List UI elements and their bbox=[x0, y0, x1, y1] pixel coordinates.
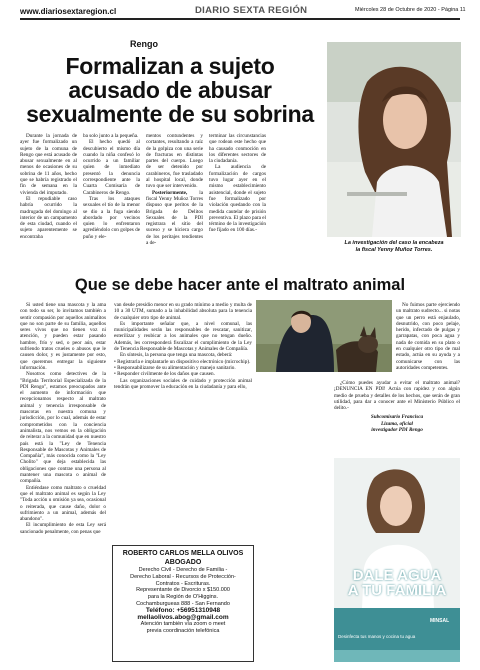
article1-paragraph: Durante la jornada de ayer fue formalizado un sujeto de la comuna de Rengo que está acusado de abusar sexualmente en al menos de ocasiones de su sobrina de 11 años, hecho que se habría registrado el fin de semana en la vivienda del imputado. bbox=[20, 133, 77, 196]
article1-kicker: Rengo bbox=[130, 39, 158, 49]
ad-line: previa coordinación telefónica bbox=[146, 628, 220, 635]
article2-signature bbox=[334, 414, 460, 433]
article1-paragraph: ba solo junto a la pequeña. bbox=[83, 133, 139, 139]
campaign-advertisement bbox=[334, 458, 460, 662]
article2-paragraph: Nosotros como detectives de la "Brigada Territorial Especializada de la PDI Rengo", estamos preocupados ante el aumento de información que recepcionamos respecto al maltrato animal y tenencia irresponsable de mascotas en nuestra comuna y jurisdicción, por lo cual, además de estar comprometidos con la conciencia animalista, nos vemos en la obligación de reiterar a la comunidad que en nuestro país está la "Ley de Tenencia Responsable de Mascotas y Animales de Compañía", más conocida como la "Ley Cholito" que deja establecida las obligaciones que contrae una persona al mantener una mascota o animal de compañía. bbox=[20, 371, 106, 485]
article2-paragraph: En síntesis, la persona que tenga una mascota, deberá: bbox=[120, 352, 233, 359]
article2-paragraph: Las organizaciones sociales de cuidado y protección animal tendrán que promover la educación en la ciudadanía y para ello, bbox=[114, 377, 252, 390]
article2-paragraph: Entiéndase como maltrato o crueldad que el maltrato animal es según la Ley "Toda acción u omisión ya sea, ocasional o reiterada, que cause daño, dolor o sufrimiento a un animal, además del abandono". bbox=[20, 484, 106, 523]
lawyer-name: ROBERTO CARLOS MELLA OLIVOS bbox=[122, 550, 244, 557]
article1-paragraph: mentos contundentes y cortantes, resultando a raíz de la golpiza con una serie de fracturas en distintas partes del cuerpo. Luego de ser detenido por carabineros, fue trasladado al hospital local, donde tuvo que ser intervenido. bbox=[146, 133, 203, 190]
article1-paragraph: La audiencia de formalización de cargos tuvo lugar ayer en el mismo establecimiento asistencial, donde el sujeto fue formalizado por violación quedando con la medida cautelar de prisión preventiva. El plazo para el término de la investigación fue fijado en 100 días.- bbox=[209, 164, 266, 234]
article1-paragraph: la fiscal Yenny Muñoz Torres dispuso que peritos de la Brigada de Delitos Sexuales de la PDI registrara el sitio del suceso y se hiciera cargo de los peritajes tendientes a de- bbox=[146, 189, 203, 247]
article2-paragraph: Si usted tiene una mascota y la ama con todo su ser, lo invitamos también a sentir compasión por aquellos animalitos que no son parte de su familia, aquellos seres vivos que no tienen voz ni atención, y pueden estar pasando hambre, frío y sed, o peor aún, estar sufriendo tratos crueles o abusos que le causen dolor, y es justamente por esto, que queremos entregar la siguiente información. bbox=[20, 302, 106, 371]
ad-line: Cochamburgueas 888 - San Fernando bbox=[136, 600, 230, 607]
header-rule bbox=[20, 18, 460, 20]
site-url: www.diariosextaregion.cl bbox=[20, 7, 117, 16]
article2-paragraph: ¿Cómo puedes ayudar a evitar el maltrato animal? ¡DENUNCIA EN PDI! Actúa con rapidez y con algún medio de prueba y detalles de los hechos, que serán de gran utilidad, para dar a conocer ante el Ministerio Público el delito.- bbox=[334, 380, 460, 412]
article2-paragraph: No fuimos parte ejerciendo un maltrato sudrecto... si notas que un perro está enjaulado, desnutrido, con poco pelaje, herido, infectado de pulgas y garrapatas, con poca agua y nada de comida en su plato o en cualquier otro tipo de mal estado, actúa en su ayuda y a comunicarse con las autoridades competentes. bbox=[396, 302, 460, 371]
article1-paragraph: El hecho quedó al descubierto el mismo día cuando la niña confesó lo ocurrido a un familiar quien de inmediato presentó la denuncia correspondiente ante la Cuarta Comisaría de Carabineros de Rengo. bbox=[83, 139, 140, 196]
article1-paragraph: Tras los ataques sexuales el tío de la menor se dio a la fuga siendo abordado por vecinos quien lo enfrentaron agrediéndolo con golpes de puño y ele- bbox=[83, 195, 140, 240]
lawyer-phone: Teléfono: +56951310948 bbox=[145, 606, 221, 614]
article2-headline: Que se debe hacer ante el maltrato animal bbox=[74, 276, 406, 294]
article1-paragraph: terminar las circunstancias que rodean este hecho que ha causado conmoción en los diferentes sectores de la ciudadanía. bbox=[209, 133, 266, 165]
campaign-small-text: Desinfecta tus manos y cocina tu agua bbox=[338, 634, 416, 639]
ad-line: Atención también vía zoom o meet bbox=[140, 621, 226, 628]
minsal-logo: MINSAL bbox=[430, 618, 450, 624]
lawyer-email: mellaolivos.abog@gmail.com bbox=[137, 613, 229, 621]
signature-line: Lizama, oficial bbox=[381, 420, 413, 427]
campaign-illustration bbox=[334, 458, 460, 662]
newspaper-name: DIARIO SEXTA REGIÓN bbox=[195, 5, 308, 16]
obligation-item: • Responsabilizarse de su alimentación y manejo sanitario. bbox=[114, 364, 236, 371]
ad-line: Contratos - Escrituras. bbox=[155, 580, 211, 587]
signature-line: Subcomisario Francisca bbox=[370, 414, 424, 421]
article2-paragraph: El incumplimiento de esta Ley será sancionado penalmente, con penas que bbox=[20, 522, 106, 535]
ad-line: Representante de Divorcio x $150.000 bbox=[136, 587, 230, 594]
caption-line-2: la fiscal Yenny Muñoz Torres. bbox=[355, 247, 433, 253]
article2-paragraph: van desde presidio menor en su grado mínimo a medio y multa de 10 a 30 UTM, sumado a la inhabilidad absoluta para la tenencia de cualquier otro tipo de animal. bbox=[114, 302, 252, 321]
photo-caption bbox=[327, 240, 461, 254]
ad-line: para la Región de O'Higgins. bbox=[147, 594, 219, 601]
article1-lead: Posteriormente, bbox=[152, 189, 188, 196]
article1-paragraph: El repudiable caso habría ocurrido la madrugada del domingo al interior de un campamento de esta ciudad, cuando el sujeto aparentemente se encontraba bbox=[20, 195, 77, 240]
obligation-item: • Responder civilmente de los daños que causen. bbox=[114, 371, 215, 378]
ad-line: Derecho Laboral - Recursos de Protección- bbox=[130, 573, 236, 580]
campaign-headline bbox=[346, 568, 448, 598]
ad-line: Derecho Civil - Derecho de Familia - bbox=[138, 567, 228, 573]
issue-date: Miércoles 28 de Octubre de 2020 - Página 11 bbox=[355, 7, 466, 13]
obligation-item: • Registrarla e implantarle un dispositivo electrónico (microchip). bbox=[114, 358, 251, 365]
dog-photo bbox=[256, 300, 392, 372]
campaign-line-1: DALE AGUA bbox=[352, 567, 442, 584]
lawyer-advertisement bbox=[112, 545, 254, 662]
signature-line: investigador PDI Rengo bbox=[371, 427, 423, 434]
lawyer-title: ABOGADO bbox=[164, 559, 202, 566]
article2-paragraph: Es importante señalar que, a nivel comunal, las municipalidades serán las responsables de rescatar, sanitizar, esterilizar y reubicar a los animales que no tengan dueño. Además, les corresponderá fiscalizar el cumplimiento de la Ley de Tenencia Responsable de Mascotas y Animales de Compañía. bbox=[114, 320, 252, 353]
prosecutor-photo bbox=[327, 42, 461, 237]
campaign-line-2: A TU FAMILIA bbox=[347, 582, 447, 599]
caption-line-1: La investigación del caso la encabeza bbox=[344, 240, 444, 246]
article1-headline: Formalizan a sujeto acusado de abusar sexualmente de su sobrina bbox=[26, 53, 314, 127]
